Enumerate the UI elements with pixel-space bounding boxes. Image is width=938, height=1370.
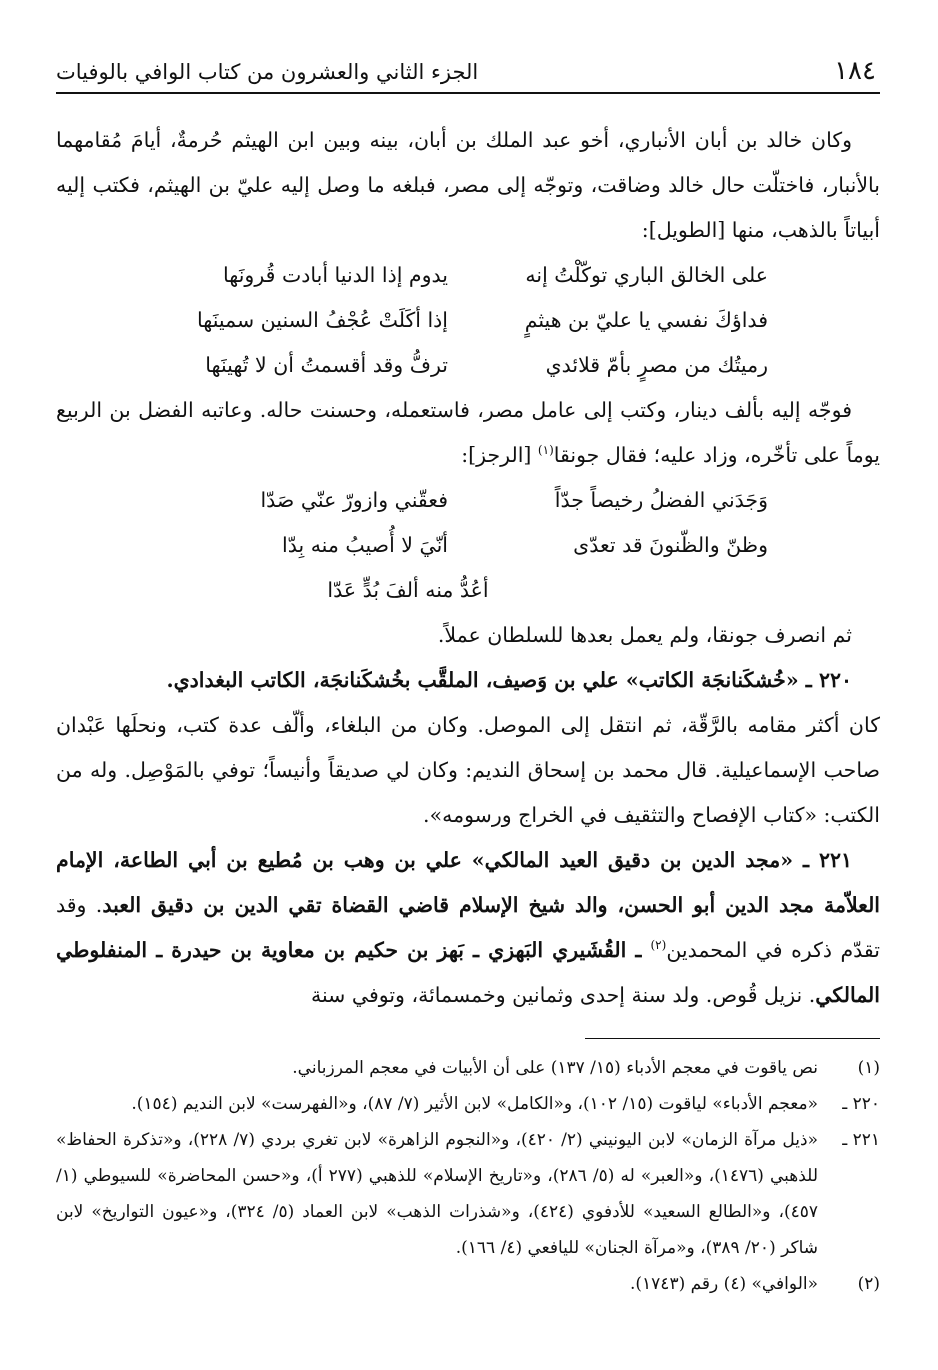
verse-2 — [56, 298, 880, 343]
entry-221-text-cont: . نزيل قُوص. ولد سنة إحدى وثمانين وخمسمائة، وتوفي سنة — [311, 983, 816, 1007]
verse-first-hemistich: على الخالق الباري توكّلْتُ إنه — [525, 263, 768, 287]
footnotes — [56, 1050, 880, 1302]
page-header — [56, 52, 880, 94]
verse-first-hemistich: فداؤكَ نفسي يا عليّ بن هيثمٍ — [524, 308, 768, 332]
entry-220-text: كان أكثر مقامه بالرَّقّة، ثم انتقل إلى الموصل. وكان من البلغاء، وألّف عدة كتب، ونحلَها عَبْدان صاحب الإسماعيلية. قال محمد بن إسحاق النديم: وكان لي صديقاً وأنيساً؛ توفي بالمَوْصِل. وله من الكتب: «كتاب الإفصاح والتثقيف في الخراج ورسومه». — [56, 713, 880, 827]
verse-second-hemistich: ترفُّ وقد أقسمتُ أن لا تُهينَها — [205, 353, 448, 377]
verse-single-line: أعُدُّ منه ألفَ بُدٍّ عَدّا — [327, 578, 489, 602]
footnote-221 — [56, 1122, 880, 1266]
verse-second-hemistich: فعقّني وازورّ عنّي صَدّا — [260, 488, 448, 512]
running-title: الجزء الثاني والعشرون من كتاب الوافي بالوفيات — [56, 60, 479, 84]
para2-text: فوجّه إليه بألف دينار، وكتب إلى عامل مصر، فاستعمله، وحسنت حاله. وعاتبه الفضل بن الربيع يوماً على تأخّره، وزاد عليه؛ فقال جونقا — [56, 398, 880, 467]
entry-221 — [56, 838, 880, 1018]
footnote-label: (١) — [857, 1058, 880, 1078]
page-number: ١٨٤ — [834, 56, 876, 86]
poem-rajaz — [56, 478, 880, 613]
verse-3 — [56, 343, 880, 388]
footnote-text: «معجم الأدباء» لياقوت (١٥/ ١٠٢)، و«الكامل» لابن الأثير (٧/ ٨٧)، و«الفهرست» لابن النديم (١٥٤). — [131, 1094, 818, 1114]
footnote-1 — [56, 1050, 880, 1086]
footnote-text: «ذيل مرآة الزمان» لابن اليونيني (٢/ ٤٢٠)، و«النجوم الزاهرة» لابن تغري بردي (٧/ ٢٢٨)، و«تذكرة الحفاظ» للذهبي (١٤٧٦)، و«العبر» له (٥/ ٢٨٦)، و«تاريخ الإسلام» للذهبي (٢٧٧ أ)، و«حسن المحاضرة» للسيوطي (١/ ٤٥٧)، و«الطالع السعيد» للأدفوي (٤٢٤)، و«شذرات الذهب» لابن العماد (٥/ ٣٢٤)، و«عيون التواريخ» لابن شاكر (٢٠/ ٣٨٩)، و«مرآة الجنان» لليافعي (٤/ ١٦٦). — [56, 1130, 818, 1258]
footnote-label: ٢٢٠ ـ — [842, 1094, 880, 1114]
entry-221-text: . وقد تقدّم ذكره في المحمدين — [56, 893, 880, 962]
intro-paragraph: وكان خالد بن أبان الأنباري، أخو عبد الملك بن أبان، بينه وبين ابن الهيثم حُرمةٌ، أيامَ مُقامهما بالأنبار، فاختلّت حال خالد وضاقت، وتوجّه إلى مصر، فبلغه ما وصل إليه عليّ بن الهيثم، فكتب إليه أبياتاً بالذهب، منها [الطويل]: — [56, 128, 880, 242]
verse-second-hemistich: إذا أكَلَتْ عُجْفُ السنين سمينَها — [197, 308, 448, 332]
footnote-220 — [56, 1086, 880, 1122]
footnote-2 — [56, 1266, 880, 1302]
verse-second-hemistich: أنّيَ لا أُصيبُ منه بِدّا — [282, 533, 448, 557]
entry-221-heading: ٢٢١ ـ «مجد الدين بن دقيق العيد المالكي» علي بن وهب بن مُطيع بن أبي الطاعة، الإمام العلاّمة مجد الدين أبو الحسن، والد شيخ الإسلام قاضي القضاة تقي الدين بن دقيق العبد — [56, 848, 881, 917]
entry-221-lineage: ـ القُشَيري البَهزي ـ بَهز بن حكيم بن معاوية بن حيدرة ـ المنفلوطي المالكي — [56, 938, 880, 1007]
footnote-ref-2: (٢) — [650, 938, 667, 953]
verse-first-hemistich: رميتُك من مصرٍ بأمّ قلائدي — [545, 353, 768, 377]
footnote-text: «الوافي» (٤) رقم (١٧٤٣). — [630, 1274, 818, 1294]
meter-label: [الرجز]: — [461, 443, 538, 467]
footnote-separator — [585, 1038, 880, 1039]
footnote-text: نص ياقوت في معجم الأدباء (١٥/ ١٣٧) على أن الأبيات في معجم المرزباني. — [292, 1058, 818, 1078]
verse-first-hemistich: وظنّ والظّنونَ قد تعدّى — [573, 533, 768, 557]
third-paragraph: ثم انصرف جونقا، ولم يعمل بعدها للسلطان عملاً. — [437, 623, 852, 647]
poem-taweel — [56, 253, 880, 388]
verse-1 — [56, 253, 880, 298]
second-paragraph — [56, 388, 880, 478]
verse-first-hemistich: وَجَدَني الفضلُ رخيصاً جدّاً — [554, 488, 768, 512]
verse-second-hemistich: يدوم إذا الدنيا أبادت قُرونَها — [223, 263, 448, 287]
verse-4 — [56, 478, 880, 523]
footnote-label: (٢) — [857, 1274, 880, 1294]
footnote-ref-1: (١) — [537, 443, 554, 458]
main-text — [56, 118, 880, 1018]
footnote-label: ٢٢١ ـ — [842, 1130, 880, 1150]
verse-5 — [56, 523, 880, 568]
entry-220-heading: ٢٢٠ ـ «خُشكَنانجَة الكاتب» علي بن وَصيف، الملقَّب بخُشكَنانجَة، الكاتب البغدادي. — [166, 668, 852, 692]
